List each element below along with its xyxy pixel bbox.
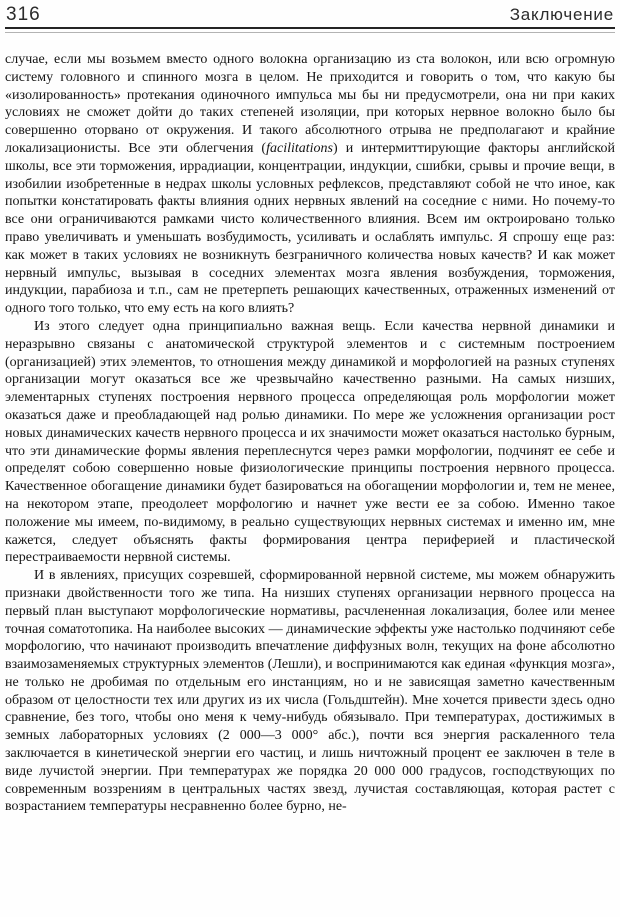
page-header <box>5 4 615 26</box>
paragraph-1-italic-term: facilitations <box>266 140 333 156</box>
paragraph-3: И в явлениях, присущих созревшей, сформированной нервной системе, мы можем обнаружить признаки двойственности того же типа. На низших ступенях организации нервного процесса на первый план выступают морфологические нормативы, расчлененная локализация, более или менее точная соматотопика. На наиболее высоких — динамические эффекты уже настолько подчиняют себе морфологию, что начинают производить впечатление диффузных волн, текущих на фоне абсолютно взаимозаменяемых структурных элементов (Лешли), и воспринимаются как единая «функция мозга», не только не дробимая по отдельным его инстанциям, но и не зависящая заметно качественным образом от целостности тех или других из их числа (Гольдштейн). Мне хочется привести здесь одно сравнение, без того, чтобы оно меня к чему-нибудь обязывало. При температурах, достижимых в земных лабораторных условиях (2 000—3 000° абс.), почти вся энергия раскаленного тела заключается в кинетической энергии его частиц, и лишь ничтожный процент ее заключен в теле в виде лучистой энергии. При температурах же порядка 20 000 000 градусов, господствующих по современным воззрениям в центральных частях звезд, лучистая составляющая, которая растет с возрастанием температуры несравненно более бурно, не- <box>5 568 615 815</box>
paragraph-1 <box>5 51 615 318</box>
page-number: 316 <box>6 4 41 25</box>
paragraph-1-text-continued: ) и интермиттирующие факторы английской школы, все эти торможения, иррадиации, концентрации, индукции, сшибки, срывы и прочие вещи, в изобилии изобретенные в недрах школы условных рефлексов, представляют собой не что иное, как попытки констатировать факты влияния одних нервных явлений на соседние с ними. Но почему-то все они ограничиваются рамками чисто количественного влияния. Всем им октроировано только право увеличивать и уменьшать возбудимость, усиливать и ослаблять импульс. Я спрошу еще раз: как может в таких условиях не возникнуть безграничного количества новых качеств? И как может нервный импульс, вызывая в соседних элементах мозга явления возбуждения, торможения, индукции, парабиоза и т.п., сам не претерпеть решающих качественных, отраженных изменений от одного того только, что ему есть на кого влиять? <box>5 140 615 317</box>
header-rule <box>5 27 615 33</box>
paragraph-1-text: случае, если мы возьмем вместо одного волокна организацию из ста волокон, или всю огромную систему головного и спинного мозга в целом. Не приходится и говорить о том, что какую бы «изолированность» протекания одиночного импульса мы бы ни предусмотрели, она ни при каких условиях не сможет дойти до таких степеней изоляции, при которых нервное волокно было бы совершенно оторвано от окружения. И такого абсолютного отрыва не предполагают и крайние локализационисты. Все эти облегчения ( <box>5 52 615 156</box>
paragraph-2: Из этого следует одна принципиально важная вещь. Если качества нервной динамики и неразрывно связаны с анатомической структурой элементов и с системным построением (организацией) этих элементов, то отношения между динамикой и морфологией на разных ступенях организации могут оказаться все же чрезвычайно качественно разными. На самых низших, элементарных ступенях построения нервного процесса определяющая роль морфологии может оказаться даже и преобладающей над ролью динамики. По мере же усложнения организации рост новых динамических качеств нервного процесса и их значимости может оказаться настолько бурным, что эти динамические формы явления переплеснутся через рамки морфологии, подчинят ее себе и определят собою совершенно новые физиологические принципы построения нервного процесса. Качественное обогащение динамики будет базироваться на обогащении морфологии и, тем не менее, на некотором этапе, преодолеет морфологию и начнет уже вести ее за собою. Именно такое положение мы имеем, по-видимому, в реально существующих нервных системах и именно им, мне кажется, следует объяснять факты формирования центра периферией и пластической перестраиваемости нервной системы. <box>5 318 615 566</box>
running-head: Заключение <box>509 5 614 24</box>
body-text <box>5 51 615 816</box>
